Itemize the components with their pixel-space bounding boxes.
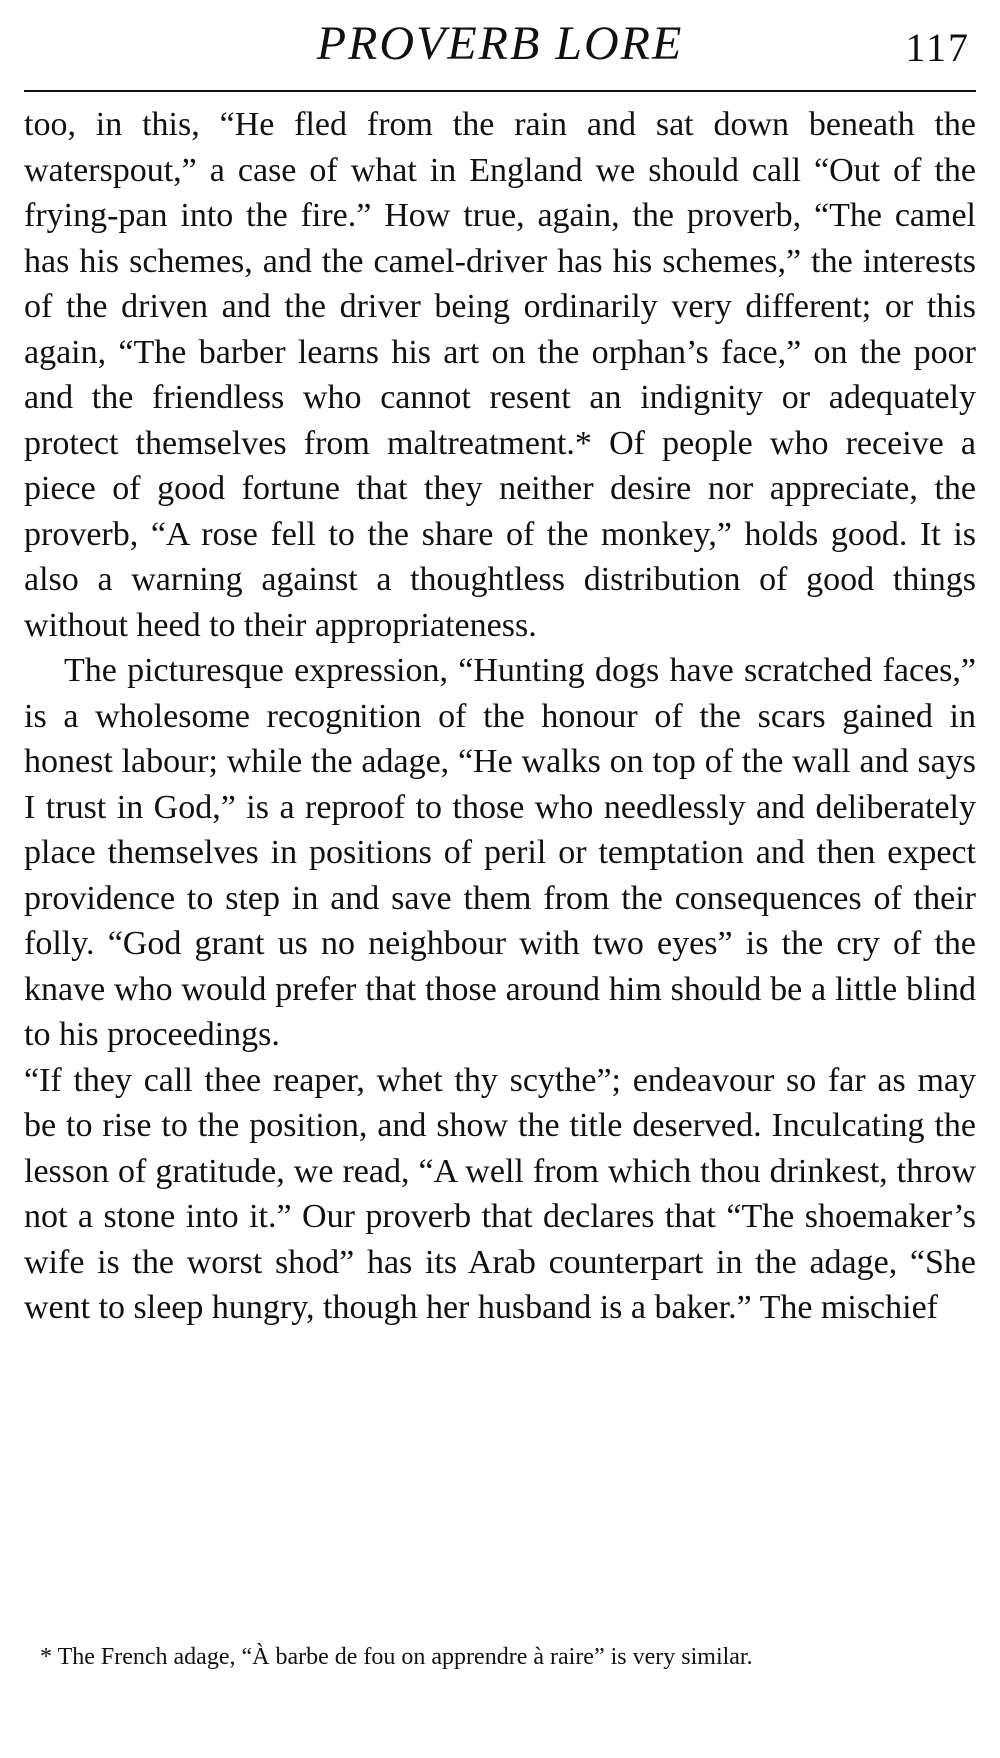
running-title: PROVERB LORE: [316, 17, 684, 70]
page-number: 117: [905, 25, 970, 70]
body-text: [24, 102, 976, 1331]
paragraph-3: “If they call thee reaper, whet thy scythe”; endeavour so far as may be to rise to the position, and show the title deserved. Inculcating the lesson of gratitude, we read, “A well from which thou drinkest, throw not a stone into it.” Our proverb that declares that “The shoemaker’s wife is the worst shod” has its Arab counterpart in the adage, “She went to sleep hungry, though her husband is a baker.” The mischief: [24, 1061, 976, 1326]
footnote: * The French adage, “À barbe de fou on apprendre à raire” is very similar.: [40, 1644, 753, 1670]
running-head: [24, 0, 976, 92]
paragraph-2: The picturesque expression, “Hunting dogs have scratched faces,” is a wholesome recognition of the honour of the scars gained in honest labour; while the adage, “He walks on top of the wall and says I trust in God,” is a reproof to those who needlessly and deliberately place themselves in positions of peril or temptation and then expect providence to step in and save them from the consequences of their folly. “God grant us no neighbour with two eyes” is the cry of the knave who would prefer that those around him should be a little blind to his proceedings.: [24, 652, 976, 1053]
paragraph-1: too, in this, “He fled from the rain and sat down beneath the waterspout,” a case of what in England we should call “Out of the frying-pan into the fire.” How true, again, the proverb, “The camel has his schemes, and the camel-driver has his schemes,” the interests of the driven and the driver being ordinarily very different; or this again, “The barber learns his art on the orphan’s face,” on the poor and the friendless who cannot resent an indignity or adequately protect themselves from maltreatment.* Of people who receive a piece of good fortune that they neither desire nor appreciate, the proverb, “A rose fell to the share of the monkey,” holds good. It is also a warning against a thoughtless distribution of good things without heed to their appropriateness.: [24, 106, 976, 644]
book-page: [24, 0, 976, 1758]
